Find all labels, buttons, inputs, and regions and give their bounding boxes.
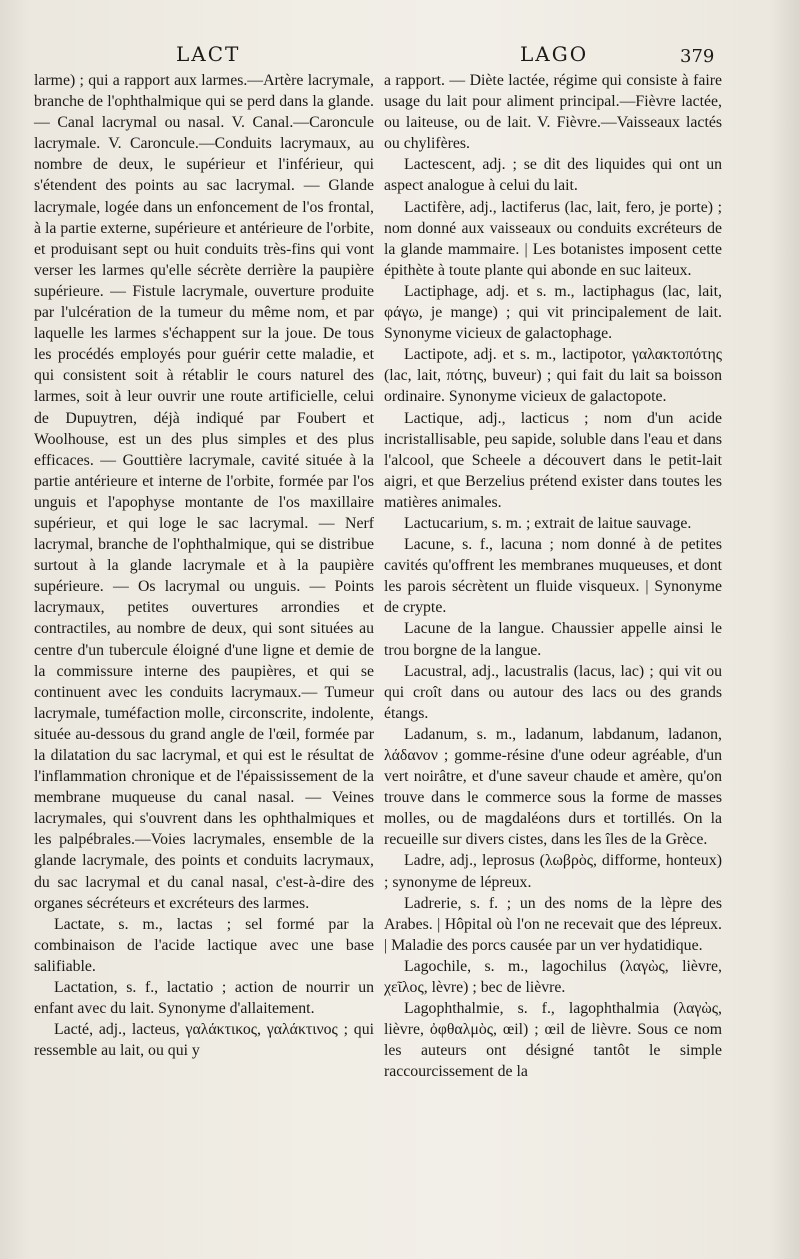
entry-lacrymal-continued: larme) ; qui a rapport aux larmes.—Artère lacrymale, branche de l'ophthalmique qui se perd dans la glande. — Canal lacrymal ou nasal. V. Canal.—Caroncule lacrymale. V. Caroncule.—Conduits lacrymaux, au nombre de deux, le supérieur et l'inférieur, qui s'étendent des points au sac lacrymal. — Glande lacrymale, logée dans un enfoncement de l'os frontal, à la partie externe, supérieure et antérieure de l'orbite, et produisant sept ou huit conduits très-fins qui vont verser les larmes qu'elle sécrète derrière la paupière supérieure. — Fistule lacrymale, ouverture produite par l'ulcération de la tumeur du même nom, et par laquelle les larmes s'échappent sur la joue. De tous les procédés employés pour guérir cette maladie, et qui consistent soit à rétablir le cours naturel des larmes, soit à leur ouvrir une route artificielle, celui de Dupuytren, déjà indiqué par Foubert et Woolhouse, est un des plus simples et des plus efficaces. — Gouttière lacrymale, cavité située à la partie antérieure et interne de l'orbite, formée par l'os unguis et l'apophyse montante de l'os maxillaire supérieur, et qui loge le sac lacrymal. — Nerf lacrymal, branche de l'ophthalmique, qui se distribue surtout à la glande lacrymale et à la paupière supérieure. — Os lacrymal ou unguis. — Points lacrymaux, petites ouvertures arrondies et contractiles, au nombre de deux, qui sont situées au centre d'un tubercule éloigné d'une ligne et demie de la commissure interne des paupières, et qui se continuent avec les conduits lacrymaux.— Tumeur lacrymale, tuméfaction molle, circonscrite, indolente, située au-dessous du grand angle de l'œil, formée par la dilatation du sac lacrymal, et qui est le résultat de l'inflammation chronique et de l'épaississement de la membrane muqueuse du canal nasal. — Veines lacrymales, qui s'ouvrent dans les ophthalmiques et les palpébrales.—Voies lacrymales, ensemble de la glande lacrymale, des points et conduits lacrymaux, du sac lacrymal et du canal nasal, c'est-à-dire des organes sécréteurs et excréteurs des larmes. (34, 72, 374, 912)
entry-ladrerie: Ladrerie, s. f. ; un des noms de la lèpre des Arabes. | Hôpital où l'on ne recevait que des lépreux. | Maladie des porcs causée par un ver hydatidique. (384, 894, 722, 954)
entry-lacune-langue: Lacune de la langue. Chaussier appelle ainsi le trou borgne de la langue. (384, 620, 722, 659)
right-column (384, 70, 722, 1083)
entry-lacune: Lacune, s. f., lacuna ; nom donné à de petites cavités qu'offrent les membranes muqueuses, et dont les parois sécrètent un fluide visqueux. | Synonyme de crypte. (384, 536, 722, 617)
entry-lacte: Lacté, adj., lacteus, γαλάκτικος, γαλάκτινος ; qui ressemble au lait, ou qui y (34, 1021, 374, 1060)
page-number: 379 (680, 46, 715, 67)
entry-lacte-continued: a rapport. — Diète lactée, régime qui consiste à faire usage du lait pour aliment principal.—Fièvre lactée, ou laiteuse, ou de lait. V. Fièvre.—Vaisseaux lactés ou chylifères. (384, 72, 722, 153)
entry-ladanum: Ladanum, s. m., ladanum, labdanum, ladanon, λάδανον ; gomme-résine d'une odeur agréable, d'un vert noirâtre, et d'une saveur chaude et amère, qu'on trouve dans le commerce sous la forme de masses molles, ou de magdaléons durs et tortillés. On la recueille sur divers cistes, dans les îles de la Grèce. (384, 725, 722, 849)
entry-lactifere: Lactifère, adj., lactiferus (lac, lait, fero, je porte) ; nom donné aux vaisseaux ou conduits excréteurs de la glande mammaire. | Les botanistes imposent cette épithète à toute plante qui abonde en suc laiteux. (384, 198, 722, 279)
running-header (0, 42, 800, 72)
entry-lactation: Lactation, s. f., lactatio ; action de nourrir un enfant avec du lait. Synonyme d'allaitement. (34, 979, 374, 1018)
entry-lactiphage: Lactiphage, adj. et s. m., lactiphagus (lac, lait, φάγω, je mange) ; qui vit principalement de lait. Synonyme vicieux de galactophage. (384, 282, 722, 343)
entry-lactipote: Lactipote, adj. et s. m., lactipotor, γαλακτοπότης (lac, lait, πότης, buveur) ; qui fait du lait sa boisson ordinaire. Synonyme vicieux de galactopote. (384, 346, 722, 406)
entry-lactate: Lactate, s. m., lactas ; sel formé par la combinaison de l'acide lactique avec une base salifiable. (34, 915, 374, 975)
left-column (34, 70, 374, 1061)
entry-lactescent: Lactescent, adj. ; se dit des liquides qui ont un aspect analogue à celui du lait. (384, 156, 722, 195)
page-shadow-right (770, 0, 800, 1259)
entry-lactique: Lactique, adj., lacticus ; nom d'un acide incristallisable, peu sapide, soluble dans l'eau et dans l'alcool, que Scheele a découvert dans le petit-lait aigri, et que Berzelius prétend exister dans toutes les matières animales. (384, 409, 722, 511)
page-shadow-left (0, 0, 30, 1259)
header-right-title: LAGO (520, 42, 589, 66)
entry-lagochile: Lagochile, s. m., lagochilus (λαγὼς, lièvre, χεῖλος, lèvre) ; bec de lièvre. (384, 957, 722, 997)
entry-lagophthalmie: Lagophthalmie, s. f., lagophthalmia (λαγὼς, lièvre, ὀφθαλμὸς, œil) ; œil de lièvre. Sous ce nom les auteurs ont désigné tantôt le simple raccourcissement de la (384, 1000, 722, 1081)
entry-lacustral: Lacustral, adj., lacustralis (lacus, lac) ; qui vit ou qui croît dans ou autour des lacs ou des grands étangs. (384, 662, 722, 722)
header-left-title: LACT (176, 42, 241, 66)
entry-ladre: Ladre, adj., leprosus (λωβρὸς, difforme, honteux) ; synonyme de lépreux. (384, 852, 722, 891)
entry-lactucarium: Lactucarium, s. m. ; extrait de laitue sauvage. (404, 514, 692, 532)
